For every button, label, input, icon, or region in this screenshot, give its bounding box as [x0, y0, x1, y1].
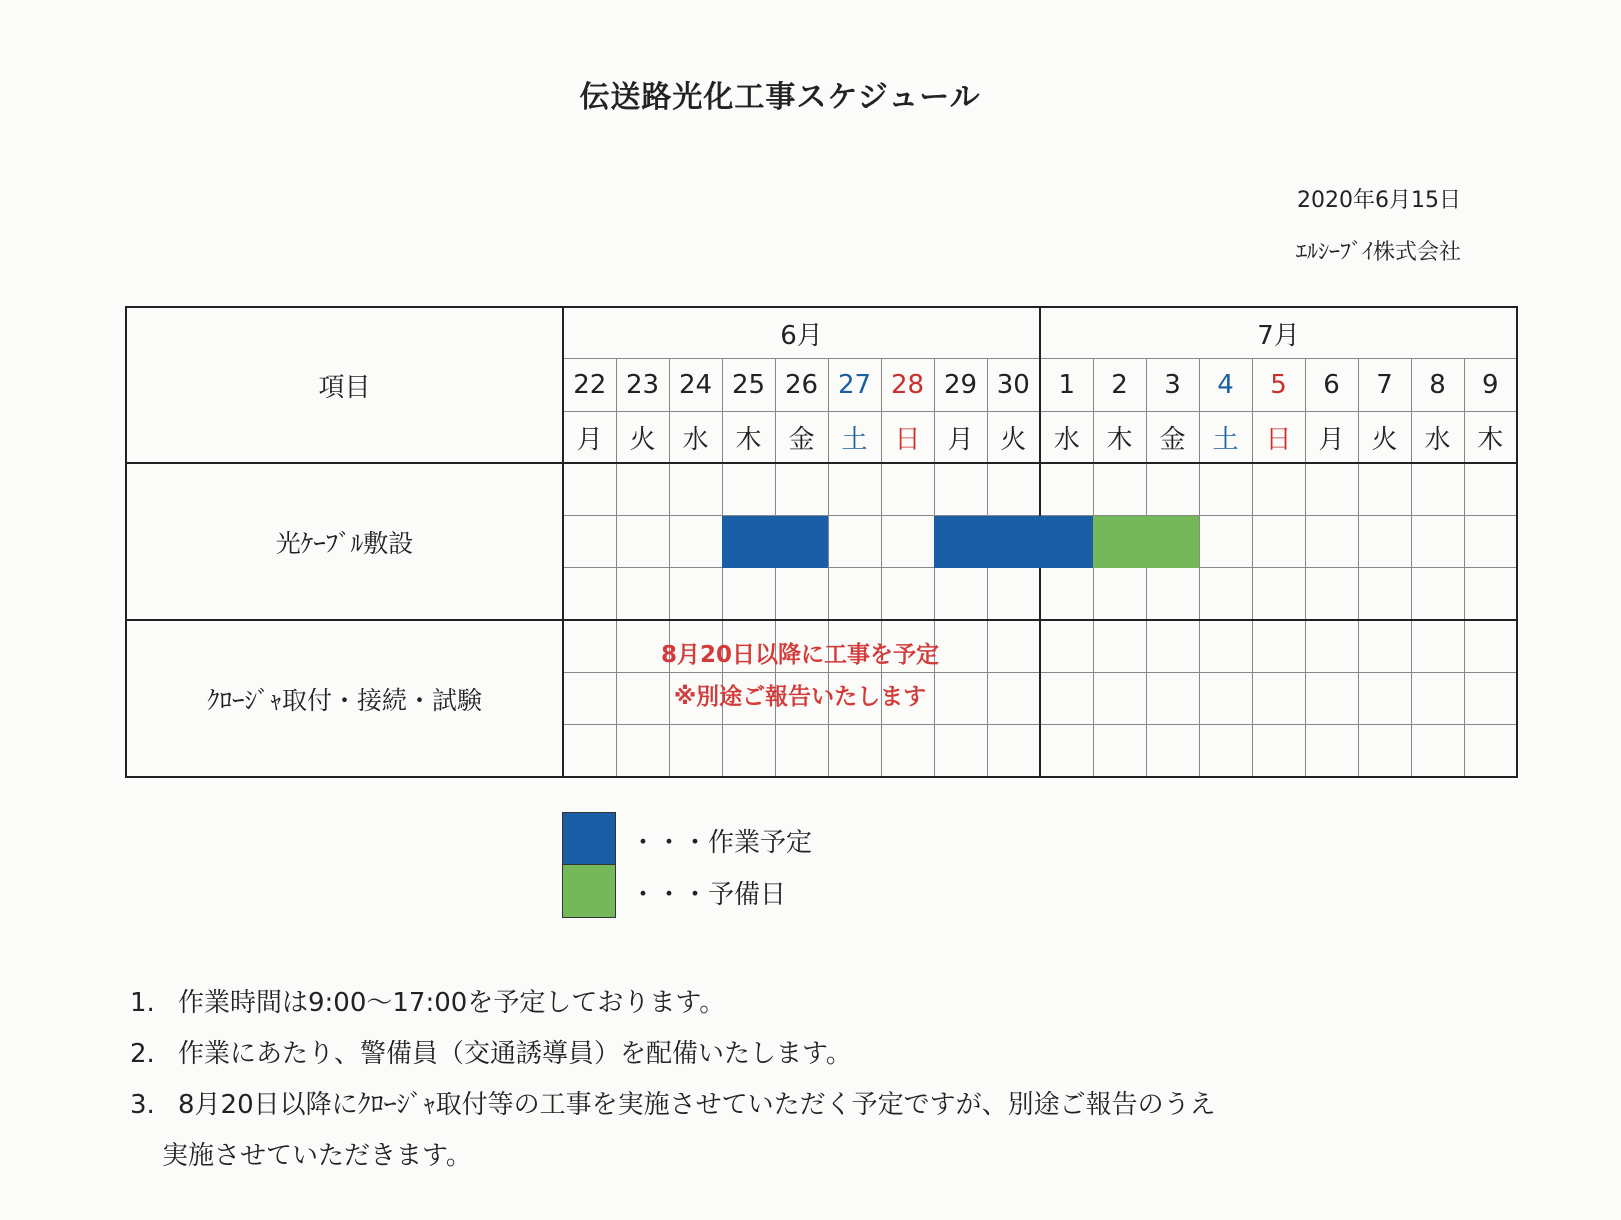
day-number: 26 — [775, 359, 828, 412]
schedule-cell — [1146, 673, 1199, 725]
schedule-cell — [1199, 463, 1252, 516]
schedule-cell — [881, 725, 934, 778]
weekday-label: 月 — [1305, 412, 1358, 464]
schedule-cell — [1411, 673, 1464, 725]
schedule-cell — [775, 568, 828, 621]
schedule-cell — [987, 725, 1040, 778]
schedule-cell — [775, 725, 828, 778]
schedule-cell — [563, 463, 616, 516]
day-number: 9 — [1464, 359, 1517, 412]
schedule-cell — [1199, 568, 1252, 621]
day-number: 24 — [669, 359, 722, 412]
schedule-cell — [1093, 568, 1146, 621]
schedule-cell — [563, 516, 616, 568]
schedule-cell — [669, 568, 722, 621]
note-text: 8月20日以降にｸﾛｰｼﾞｬ取付等の工事を実施させていただく予定ですが、別途ご報告のうえ — [178, 1090, 1216, 1120]
weekday-label: 火 — [616, 412, 669, 464]
schedule-cell — [1464, 620, 1517, 673]
schedule-cell — [828, 463, 881, 516]
day-number: 2 — [1093, 359, 1146, 412]
schedule-cell — [1040, 620, 1093, 673]
day-number: 27 — [828, 359, 881, 412]
legend-work-label: ・・・作業予定 — [630, 828, 813, 858]
schedule-cell — [669, 463, 722, 516]
schedule-cell — [1411, 725, 1464, 778]
schedule-cell — [934, 725, 987, 778]
weekday-label: 火 — [987, 412, 1040, 464]
schedule-cell — [1252, 568, 1305, 621]
legend-reserve-label: ・・・予備日 — [630, 880, 787, 910]
schedule-cell — [1358, 725, 1411, 778]
note-text: 作業にあたり、警備員（交通誘導員）を配備いたします。 — [178, 1039, 852, 1069]
note-number: 1. — [130, 988, 155, 1018]
task-label: 光ｹｰﾌﾞﾙ敷設 — [126, 463, 563, 620]
schedule-cell — [1252, 673, 1305, 725]
weekday-label: 水 — [1040, 412, 1093, 464]
note-number: 3. — [130, 1090, 155, 1120]
note-item — [130, 1080, 1510, 1131]
schedule-cell — [881, 568, 934, 621]
schedule-cell — [1305, 568, 1358, 621]
note-item — [130, 1029, 1510, 1080]
weekday-label: 木 — [722, 412, 775, 464]
schedule-cell — [1146, 568, 1199, 621]
schedule-cell — [1146, 620, 1199, 673]
schedule-cell — [987, 568, 1040, 621]
task-label: ｸﾛｰｼﾞｬ取付・接続・試験 — [126, 620, 563, 777]
company-name: ｴﾙｼｰﾌﾞｲ株式会社 — [1295, 240, 1461, 265]
schedule-cell — [1199, 725, 1252, 778]
item-column-header: 項目 — [126, 307, 563, 463]
schedule-cell — [1199, 516, 1252, 568]
closure-note-line1: 8月20日以降に工事を予定 — [660, 642, 939, 668]
note-number: 2. — [130, 1039, 155, 1069]
note-text: 作業時間は9:00～17:00を予定しております。 — [178, 988, 726, 1018]
schedule-cell — [722, 463, 775, 516]
day-number: 8 — [1411, 359, 1464, 412]
schedule-cell — [1252, 725, 1305, 778]
day-number: 1 — [1040, 359, 1093, 412]
day-number: 22 — [563, 359, 616, 412]
schedule-cell — [1358, 673, 1411, 725]
month-header: 7月 — [1040, 307, 1517, 359]
schedule-cell — [1146, 725, 1199, 778]
weekday-label: 木 — [1093, 412, 1146, 464]
weekday-label: 金 — [1146, 412, 1199, 464]
schedule-cell — [1093, 463, 1146, 516]
schedule-cell — [1040, 463, 1093, 516]
schedule-cell — [1305, 725, 1358, 778]
schedule-cell — [1040, 725, 1093, 778]
weekday-label: 日 — [1252, 412, 1305, 464]
schedule-cell — [1040, 673, 1093, 725]
schedule-cell — [1358, 516, 1411, 568]
schedule-cell — [1358, 620, 1411, 673]
weekday-label: 水 — [669, 412, 722, 464]
schedule-cell — [1358, 568, 1411, 621]
schedule-cell — [669, 725, 722, 778]
weekday-label: 木 — [1464, 412, 1517, 464]
schedule-cell — [563, 568, 616, 621]
schedule-cell — [1305, 516, 1358, 568]
schedule-cell — [1411, 568, 1464, 621]
day-number: 28 — [881, 359, 934, 412]
schedule-cell — [616, 516, 669, 568]
reserve-day-bar — [1093, 516, 1199, 568]
day-number: 30 — [987, 359, 1040, 412]
weekday-label: 日 — [881, 412, 934, 464]
weekday-label: 火 — [1358, 412, 1411, 464]
schedule-cell — [1411, 463, 1464, 516]
day-number: 25 — [722, 359, 775, 412]
schedule-cell — [1093, 620, 1146, 673]
page-title: 伝送路光化工事スケジュール — [579, 80, 981, 115]
schedule-cell — [616, 725, 669, 778]
schedule-cell — [616, 568, 669, 621]
schedule-cell — [828, 725, 881, 778]
schedule-cell — [1305, 673, 1358, 725]
schedule-cell — [1252, 516, 1305, 568]
note-item — [130, 978, 1510, 1029]
schedule-cell — [1093, 673, 1146, 725]
note-continuation: 実施させていただきます。 — [162, 1141, 472, 1171]
schedule-cell — [1464, 673, 1517, 725]
work-scheduled-bar — [722, 516, 828, 568]
weekday-label: 月 — [934, 412, 987, 464]
schedule-cell — [1305, 620, 1358, 673]
schedule-cell — [1464, 516, 1517, 568]
schedule-cell — [722, 568, 775, 621]
legend-work-swatch — [562, 812, 616, 866]
day-number: 23 — [616, 359, 669, 412]
day-number: 5 — [1252, 359, 1305, 412]
schedule-cell — [1411, 516, 1464, 568]
weekday-label: 土 — [1199, 412, 1252, 464]
schedule-cell — [1252, 463, 1305, 516]
weekday-label: 水 — [1411, 412, 1464, 464]
notes-list — [130, 978, 1510, 1182]
schedule-cell — [828, 568, 881, 621]
schedule-cell — [722, 725, 775, 778]
schedule-cell — [775, 463, 828, 516]
day-number: 3 — [1146, 359, 1199, 412]
weekday-label: 月 — [563, 412, 616, 464]
schedule-cell — [1464, 725, 1517, 778]
legend-reserve-swatch — [562, 864, 616, 918]
schedule-cell — [1464, 568, 1517, 621]
day-number: 4 — [1199, 359, 1252, 412]
schedule-cell — [881, 516, 934, 568]
schedule-cell — [828, 516, 881, 568]
month-header: 6月 — [563, 307, 1040, 359]
schedule-cell — [1252, 620, 1305, 673]
schedule-cell — [934, 568, 987, 621]
schedule-cell — [1199, 620, 1252, 673]
schedule-cell — [987, 463, 1040, 516]
day-number: 29 — [934, 359, 987, 412]
schedule-cell — [1093, 725, 1146, 778]
schedule-cell — [563, 725, 616, 778]
weekday-label: 土 — [828, 412, 881, 464]
document-date: 2020年6月15日 — [1297, 188, 1461, 213]
day-number: 7 — [1358, 359, 1411, 412]
schedule-cell — [1358, 463, 1411, 516]
schedule-cell — [616, 463, 669, 516]
schedule-cell — [1464, 463, 1517, 516]
work-scheduled-bar — [934, 516, 1093, 568]
day-number: 6 — [1305, 359, 1358, 412]
schedule-cell — [1411, 620, 1464, 673]
schedule-cell — [1199, 673, 1252, 725]
schedule-cell — [669, 516, 722, 568]
schedule-cell — [1146, 463, 1199, 516]
schedule-cell — [934, 463, 987, 516]
schedule-cell — [881, 463, 934, 516]
closure-note-line2: ※別途ご報告いたします — [673, 684, 927, 710]
weekday-label: 金 — [775, 412, 828, 464]
schedule-cell — [1305, 463, 1358, 516]
schedule-cell — [1040, 568, 1093, 621]
